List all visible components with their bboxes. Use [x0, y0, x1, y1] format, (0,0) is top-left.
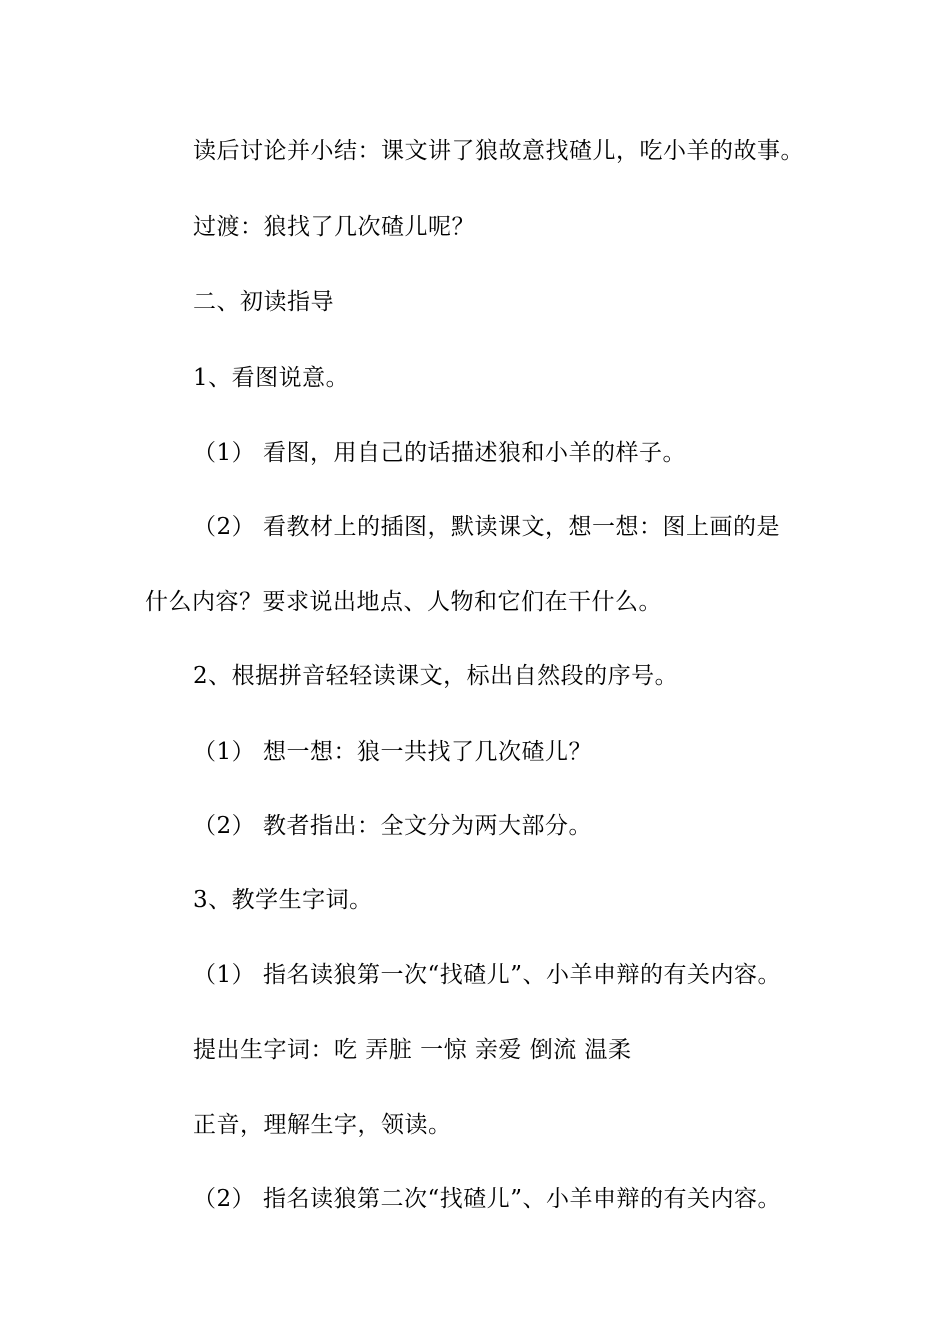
step-3-item-1: （1） 指名读狼第一次“找碴儿”、小羊申辩的有关内容。 [193, 962, 781, 988]
step-heading-1: 1、看图说意。 [193, 365, 350, 391]
paragraph-transition: 过渡：狼找了几次碴儿呢？ [193, 214, 475, 240]
paragraph-summary: 读后讨论并小结：课文讲了狼故意找碴儿，吃小羊的故事。 [193, 138, 804, 164]
step-3-item-2: （2） 指名读狼第二次“找碴儿”、小羊申辩的有关内容。 [193, 1186, 781, 1212]
vocabulary-list: 提出生字词：吃 弄脏 一惊 亲爱 倒流 温柔 [193, 1037, 632, 1063]
step-2-item-1: （1） 想一想：狼一共找了几次碴儿？ [193, 739, 592, 765]
pronunciation-note: 正音，理解生字，领读。 [193, 1112, 452, 1138]
step-heading-3: 3、教学生字词。 [193, 887, 373, 913]
step-1-item-1: （1） 看图，用自己的话描述狼和小羊的样子。 [193, 440, 686, 466]
step-1-item-2: （2） 看教材上的插图，默读课文，想一想：图上画的是 [193, 514, 780, 540]
step-1-item-2-continued: 什么内容？要求说出地点、人物和它们在干什么。 [145, 589, 662, 615]
step-heading-2: 2、根据拼音轻轻读课文，标出自然段的序号。 [193, 663, 679, 689]
step-2-item-2: （2） 教者指出：全文分为两大部分。 [193, 813, 592, 839]
section-heading: 二、初读指导 [193, 289, 334, 315]
